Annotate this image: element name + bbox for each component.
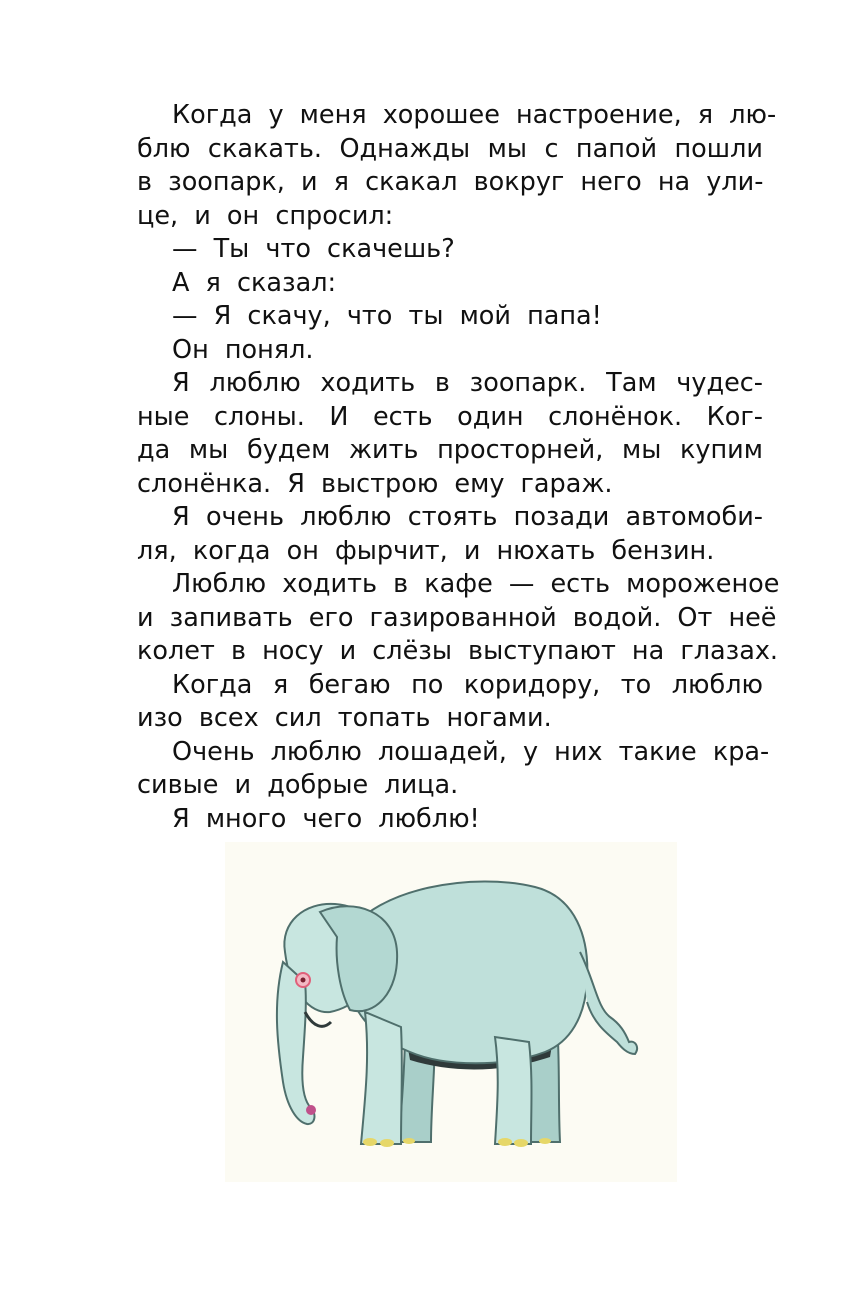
text-line: колет в носу и слёзы выступают на глазах. (137, 636, 779, 666)
text-line: и запивать его газированной водой. От неё (137, 602, 777, 633)
elephant-illustration (225, 842, 677, 1182)
text-line: изо всех сил топать ногами. (137, 703, 552, 733)
text-line: Я люблю ходить в зоопарк. Там чудес- (172, 368, 763, 398)
text-line: Люблю ходить в кафе — есть мороженое (172, 569, 780, 599)
text-line: А я сказал: (172, 267, 337, 298)
elephant-tail (580, 952, 637, 1054)
toenail (498, 1138, 512, 1146)
toenail (514, 1139, 528, 1147)
text-line: це, и он спросил: (137, 200, 394, 231)
back-leg (495, 1037, 532, 1144)
text-line: да мы будем жить просторней, мы купим (137, 435, 763, 465)
text-line: блю скакать. Однажды мы с папой пошли (137, 133, 763, 164)
toenail (403, 1138, 415, 1144)
elephant-mouth (305, 1012, 331, 1026)
toenail (363, 1138, 377, 1146)
toenail (539, 1138, 551, 1144)
text-line: в зоопарк, и я скакал вокруг него на ули- (137, 167, 764, 197)
front-leg (361, 1012, 402, 1144)
text-line: Я много чего люблю! (172, 803, 480, 834)
text-line: Очень люблю лошадей, у них такие кра- (172, 736, 770, 767)
text-line: ля, когда он фырчит, и нюхать бензин. (137, 535, 715, 566)
text-line: слонёнка. Я выстрою ему гараж. (137, 468, 613, 499)
dialogue-line: — Я скачу, что ты мой папа! (172, 301, 602, 331)
story-text (137, 99, 780, 836)
text-line: Когда у меня хорошее настроение, я лю- (172, 100, 777, 130)
text-line: Когда я бегаю по коридору, то люблю (172, 669, 763, 700)
text-line: ные слоны. И есть один слонёнок. Ког- (137, 401, 763, 432)
dialogue-line: — Ты что скачешь? (172, 234, 455, 264)
trunk-tip (306, 1105, 316, 1115)
text-line: Я очень люблю стоять позади автомоби- (172, 502, 763, 532)
text-line: Он понял. (172, 334, 314, 365)
elephant-icon (225, 842, 677, 1182)
toenail (380, 1139, 394, 1147)
text-line: сивые и добрые лица. (137, 770, 459, 800)
